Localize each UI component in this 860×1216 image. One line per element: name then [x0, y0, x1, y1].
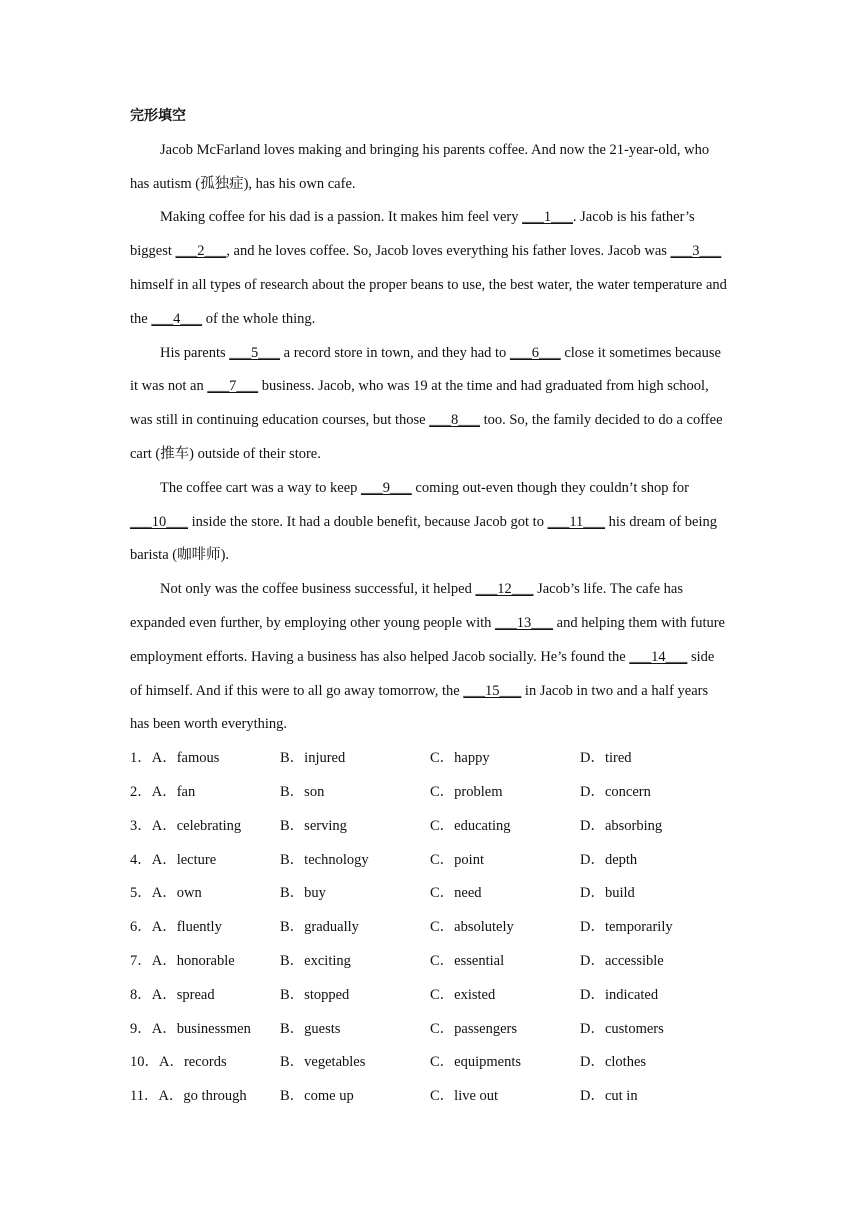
- option-d: D．build: [580, 885, 635, 902]
- question-options-row: [130, 810, 730, 844]
- option-a: 11．A．go through: [130, 1088, 247, 1105]
- option-a: 3．A．celebrating: [130, 817, 242, 834]
- answer-blank: ___2___: [175, 243, 227, 260]
- option-b: B．come up: [280, 1088, 354, 1105]
- question-options-row: [130, 776, 730, 810]
- option-a: 10．A．records: [130, 1054, 227, 1071]
- passage-text: and helping them with future employment efforts. Having a business has also helped Jacob socially. He’s found the: [130, 614, 725, 665]
- answer-blank: ___11___: [547, 513, 606, 530]
- option-c: C．educating: [430, 817, 511, 834]
- passage-text: Not only was the coffee business successful, it helped: [160, 581, 476, 598]
- option-c: C．live out: [430, 1088, 499, 1105]
- option-b: B．guests: [280, 1020, 341, 1037]
- option-c: C．point: [430, 851, 484, 868]
- option-a: 2．A．fan: [130, 783, 196, 800]
- option-d: D．cut in: [580, 1088, 638, 1105]
- passage-paragraph: [130, 201, 730, 336]
- option-a: 9．A．businessmen: [130, 1020, 251, 1037]
- option-c: C．essential: [430, 952, 505, 969]
- question-options-row: [130, 911, 730, 945]
- option-c: C．equipments: [430, 1054, 522, 1071]
- option-d: D．depth: [580, 851, 638, 868]
- answer-blank: ___12___: [475, 581, 534, 598]
- passage-text: The coffee cart was a way to keep: [160, 479, 362, 496]
- answer-blank: ___3___: [670, 243, 722, 260]
- option-d: D．temporarily: [580, 919, 673, 936]
- answer-blank: ___14___: [629, 648, 688, 665]
- passage-paragraph: [130, 134, 730, 202]
- option-d: D．tired: [580, 750, 632, 767]
- document-page: [130, 100, 730, 1114]
- option-a: 4．A．lecture: [130, 851, 217, 868]
- answer-blank: ___10___: [130, 513, 188, 530]
- answer-blank: ___9___: [361, 479, 412, 496]
- option-b: B．buy: [280, 885, 326, 902]
- passage-text: side of himself. And if this were to all go away tomorrow, the: [130, 648, 715, 699]
- passage-text: close it sometimes because it was not an: [130, 344, 721, 395]
- option-c: C．passengers: [430, 1020, 517, 1037]
- option-a: 1．A．famous: [130, 750, 220, 767]
- option-d: D．absorbing: [580, 817, 663, 834]
- passage-text: in Jacob in two and a half years has been worth everything.: [130, 682, 709, 733]
- option-b: B．stopped: [280, 986, 350, 1003]
- section-heading: 完形填空: [130, 108, 186, 124]
- option-b: B．injured: [280, 750, 346, 767]
- passage-text: , and he loves coffee. So, Jacob loves everything his father loves. Jacob was: [226, 243, 671, 260]
- question-options-row: [130, 979, 730, 1013]
- passage-text: His parents: [160, 344, 230, 361]
- passage-paragraph: [130, 337, 730, 472]
- question-options-row: [130, 742, 730, 776]
- option-d: D．accessible: [580, 952, 664, 969]
- option-d: D．indicated: [580, 986, 659, 1003]
- passage-text: of the whole thing.: [202, 310, 316, 327]
- option-c: C．existed: [430, 986, 496, 1003]
- options-list: [130, 742, 730, 1114]
- passage-text: Jacob’s life. The cafe has expanded even further, by employing other young people with: [130, 581, 683, 631]
- answer-blank: ___7___: [207, 378, 259, 395]
- answer-blank: ___8___: [429, 412, 480, 429]
- option-a: 5．A．own: [130, 885, 202, 902]
- passage-text: inside the store. It had a double benefit, because Jacob got to: [188, 513, 548, 530]
- option-b: B．gradually: [280, 919, 359, 936]
- passage-text: . Jacob is his father’s biggest: [130, 209, 695, 260]
- option-c: C．problem: [430, 783, 503, 800]
- question-options-row: [130, 844, 730, 878]
- option-b: B．son: [280, 783, 325, 800]
- option-d: D．concern: [580, 783, 651, 800]
- question-options-row: [130, 1013, 730, 1047]
- option-c: C．happy: [430, 750, 490, 767]
- answer-blank: ___13___: [495, 614, 554, 631]
- question-options-row: [130, 945, 730, 979]
- answer-blank: ___6___: [509, 344, 561, 361]
- passage-text: business. Jacob, who was 19 at the time and had graduated from high school, was still in continuing education courses, but those: [130, 378, 709, 429]
- passage-text: Making coffee for his dad is a passion. It makes him feel very: [160, 209, 523, 226]
- answer-blank: ___15___: [463, 682, 522, 699]
- option-b: B．exciting: [280, 952, 351, 969]
- passage-text: Jacob McFarland loves making and bringing his parents coffee. And now the 21-year-old, who has autism (孤独症), has his own cafe.: [130, 141, 710, 192]
- option-a: 6．A．fluently: [130, 919, 222, 936]
- option-b: B．technology: [280, 851, 369, 868]
- option-a: 8．A．spread: [130, 986, 215, 1003]
- passage-paragraph: [130, 573, 730, 742]
- option-b: B．serving: [280, 817, 347, 834]
- passage-text: coming out-even though they couldn’t shop for: [411, 479, 689, 496]
- cloze-passage: [130, 134, 730, 742]
- answer-blank: ___4___: [151, 310, 203, 327]
- answer-blank: ___5___: [229, 344, 281, 361]
- passage-paragraph: [130, 472, 730, 573]
- passage-text: a record store in town, and they had to: [280, 344, 510, 361]
- passage-text: too. So, the family decided to do a coffee cart (推车) outside of their store.: [130, 412, 723, 462]
- passage-text: himself in all types of research about the proper beans to use, the best water, the water temperature and the: [130, 276, 727, 327]
- passage-text: his dream of being barista (咖啡师).: [130, 513, 717, 564]
- option-a: 7．A．honorable: [130, 952, 235, 969]
- question-options-row: [130, 1080, 730, 1114]
- question-options-row: [130, 877, 730, 911]
- option-c: C．absolutely: [430, 919, 514, 936]
- answer-blank: ___1___: [522, 209, 573, 226]
- option-b: B．vegetables: [280, 1054, 366, 1071]
- option-c: C．need: [430, 885, 482, 902]
- option-d: D．clothes: [580, 1054, 647, 1071]
- question-options-row: [130, 1046, 730, 1080]
- option-d: D．customers: [580, 1020, 664, 1037]
